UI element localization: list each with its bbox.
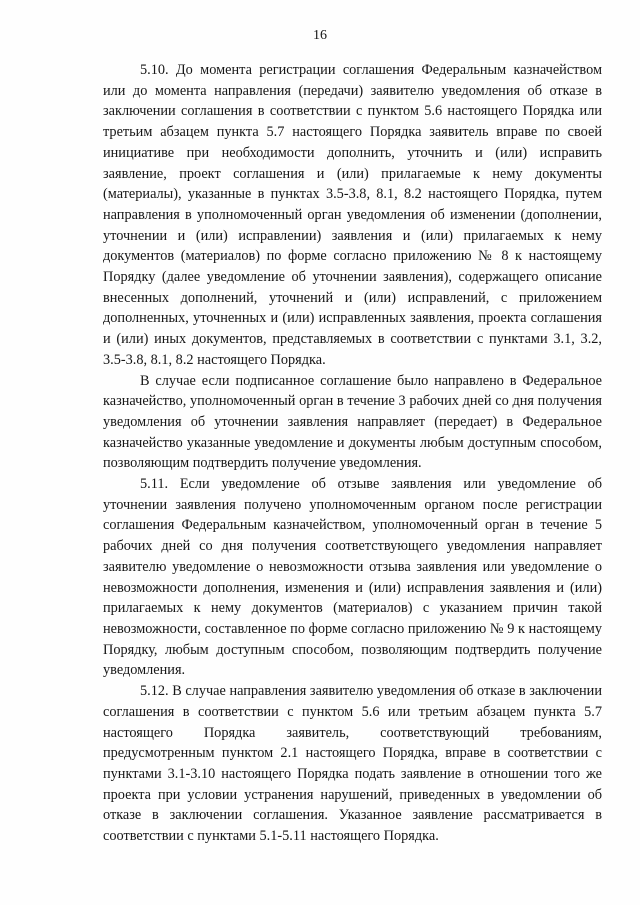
- paragraph-5-12: 5.12. В случае направления заявителю уведомления об отказе в заключении соглашения в соответствии с пунктом 5.6 или третьим абзацем пункта 5.7 настоящего Порядка заявитель, соответствующий требованиям, предусмотренным пунктом 2.1 настоящего Порядка, вправе в соответствии с пунктами 3.1-3.10 настоящего Порядка подать заявление в отношении того же проекта при условии устранения нарушений, приведенных в уведомлении об отказе в заключении соглашения. Указанное заявление рассматривается в соответствии с пунктами 5.1-5.11 настоящего Порядка.: [103, 683, 602, 845]
- paragraph-5-10: 5.10. До момента регистрации соглашения Федеральным казначейством или до момента направления (передачи) заявителю уведомления об отказе в заключении соглашения в соответствии с пунктом 5.6 настоящего Порядка или третьим абзацем пункта 5.7 настоящего Порядка заявитель вправе по своей инициативе при необходимости дополнить, уточнить и (или) исправить заявление, проект соглашения и (или) прилагаемые к нему документы (материалы), указанные в пунктах 3.5-3.8, 8.1, 8.2 настоящего Порядка, путем направления в уполномоченный орган уведомления об изменении (дополнении, уточнении и (или) исправлении) заявления и (или) прилагаемых к нему документов (материалов) по форме согласно приложению № 8 к настоящему Порядку (далее уведомление об уточнении заявления), содержащего описание внесенных дополнений, уточнений и (или) исправлений, с приложением дополненных, уточненных и (или) исправленных заявления, проекта соглашения и (или) иных документов, представляемых в соответствии с пунктами 3.1, 3.2, 3.5-3.8, 8.1, 8.2 настоящего Порядка.: [103, 62, 602, 368]
- paragraph-5-11: 5.11. Если уведомление об отзыве заявления или уведомление об уточнении заявления получено уполномоченным органом после регистрации соглашения Федеральным казначейством, уполномоченный орган в течение 5 рабочих дней со дня получения соответствующего уведомления направляет заявителю уведомление о невозможности отзыва заявления или уведомление о невозможности дополнения, изменения и (или) исправления заявления и (или) прилагаемых к нему документов (материалов) с указанием причин такой невозможности, составленное по форме согласно приложению № 9 к настоящему Порядку, любым доступным способом, позволяющим подтвердить получение уведомления.: [103, 476, 602, 679]
- document-body: [103, 60, 602, 847]
- paragraph-5-10-treasury-notice: В случае если подписанное соглашение было направлено в Федеральное казначейство, уполномоченный орган в течение 3 рабочих дней со дня получения уведомления об уточнении заявления направляет (передает) в Федеральное казначейство указанные уведомление и документы любым доступным способом, позволяющим подтвердить получение уведомления.: [103, 372, 602, 472]
- page-number: 16: [313, 28, 327, 43]
